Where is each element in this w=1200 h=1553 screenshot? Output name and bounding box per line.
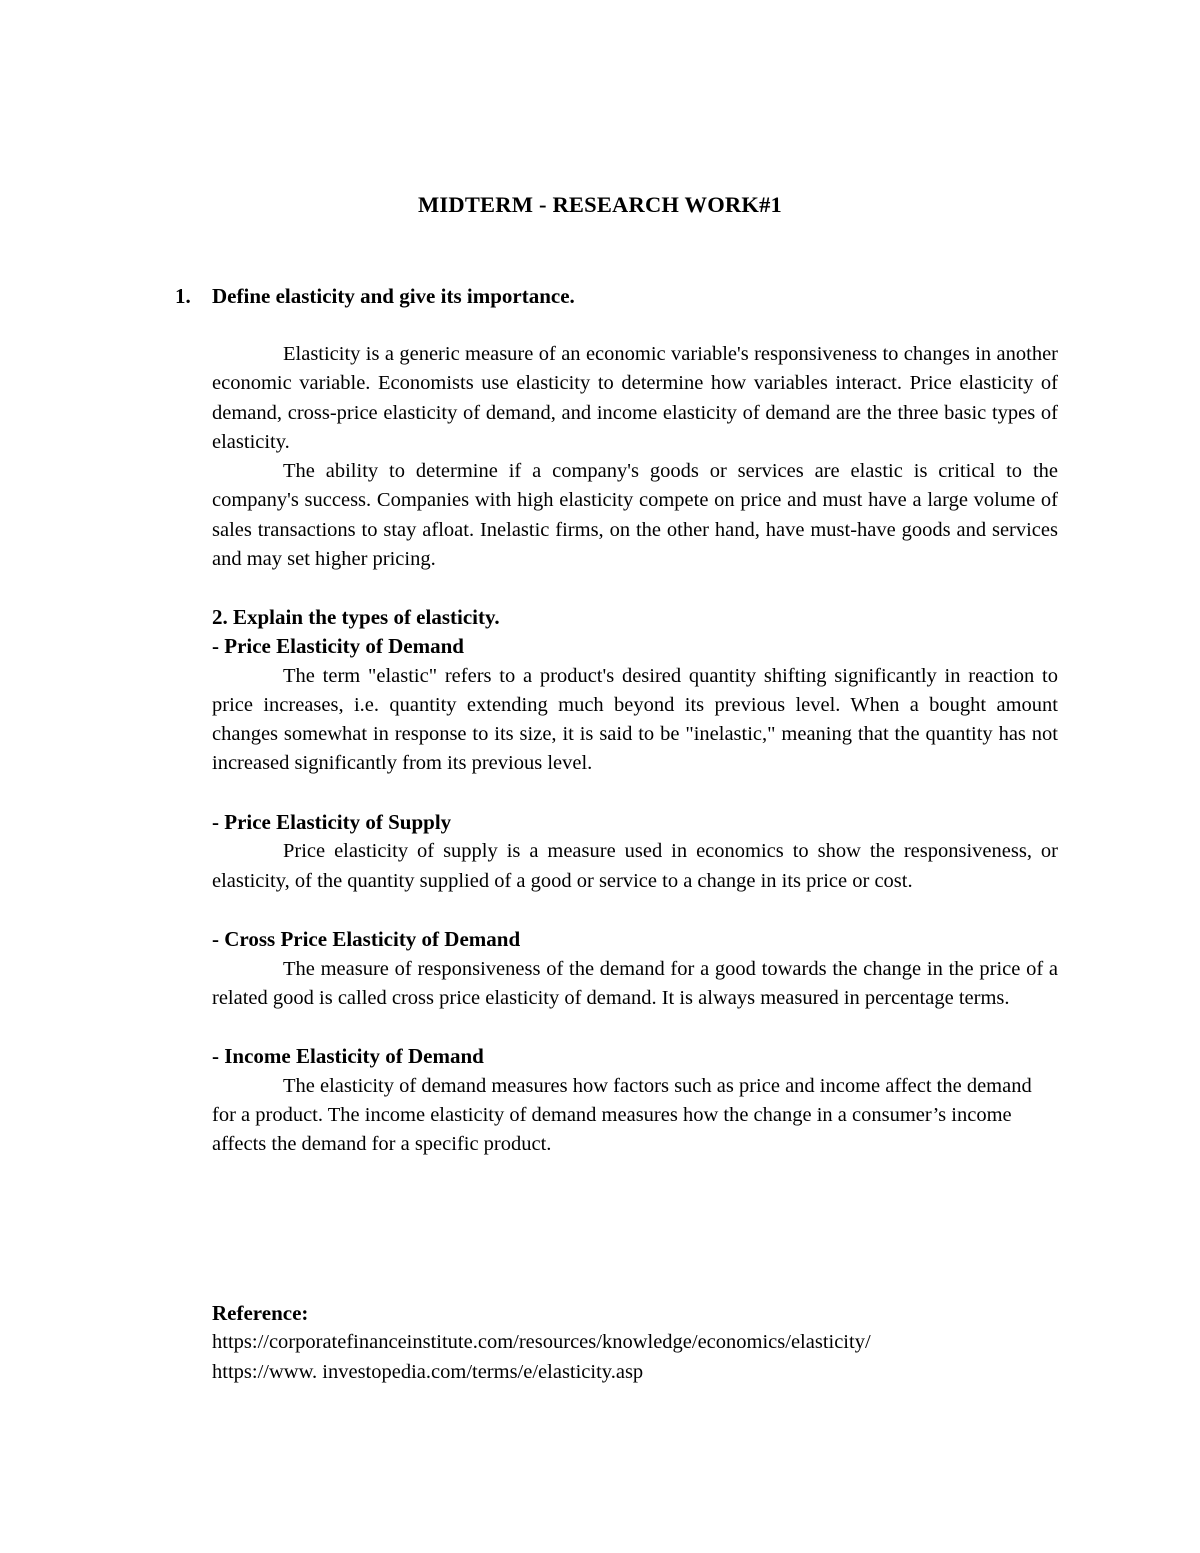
reference-block — [212, 1299, 1058, 1387]
question-1-text: Define elasticity and give its importance. — [212, 284, 575, 308]
section-heading: - Income Elasticity of Demand — [212, 1044, 484, 1069]
reference-link[interactable]: https://www. investopedia.com/terms/e/elasticity.asp — [212, 1360, 644, 1383]
spacer — [212, 896, 1058, 925]
question-1-heading — [175, 281, 575, 311]
spacer — [212, 1013, 1058, 1042]
spacer — [212, 779, 1058, 808]
question-2-heading: 2. Explain the types of elasticity. — [212, 605, 500, 629]
section-text: The elasticity of demand measures how factors such as price and income affect the demand for a product. The income elasticity of demand measures how the change in a consumer’s income affects the demand for a specific product. — [212, 1074, 1032, 1156]
section-heading: - Cross Price Elasticity of Demand — [212, 927, 521, 952]
section-text: Price elasticity of supply is a measure used in economics to show the responsiveness, or elasticity, of the quantity supplied of a good or service to a change in its price or cost. — [212, 840, 1058, 892]
answer-paragraph: The ability to determine if a company's goods or services are elastic is critical to the company's success. Companies with high elasticity compete on price and must have a large volume of sales transactions to stay afloat. Inelastic firms, on the other hand, have must-have goods and services and may set higher pricing. — [212, 460, 1058, 571]
reference-heading: Reference: — [212, 1301, 309, 1325]
section-heading: - Price Elasticity of Demand — [212, 634, 464, 659]
answer-paragraph: Elasticity is a generic measure of an economic variable's responsiveness to changes in another economic variable. Economists use elasticity to determine how variables interact. Price elasticity of demand, cross-price elasticity of demand, and income elasticity of demand are the three basic types of elasticity. — [212, 343, 1058, 453]
question-1-number: 1. — [175, 284, 191, 308]
section-heading: - Price Elasticity of Supply — [212, 810, 452, 835]
question-2-block — [212, 603, 1058, 1160]
question-1-answer — [212, 340, 1058, 574]
page-title: MIDTERM - RESEARCH WORK#1 — [418, 192, 782, 217]
reference-link[interactable]: https://corporatefinanceinstitute.com/resources/knowledge/economics/elasticity/ — [212, 1331, 871, 1354]
section-text: The term "elastic" refers to a product's desired quantity shifting significantly in reaction to price increases, i.e. quantity extending much beyond its previous level. When a bought amount changes somewhat in response to its size, it is said to be "inelastic," meaning that the quantity has not increased significantly from its previous level. — [212, 664, 1058, 775]
section-text: The measure of responsiveness of the demand for a good towards the change in the price of a related good is called cross price elasticity of demand. It is always measured in percentage terms. — [212, 957, 1058, 1009]
